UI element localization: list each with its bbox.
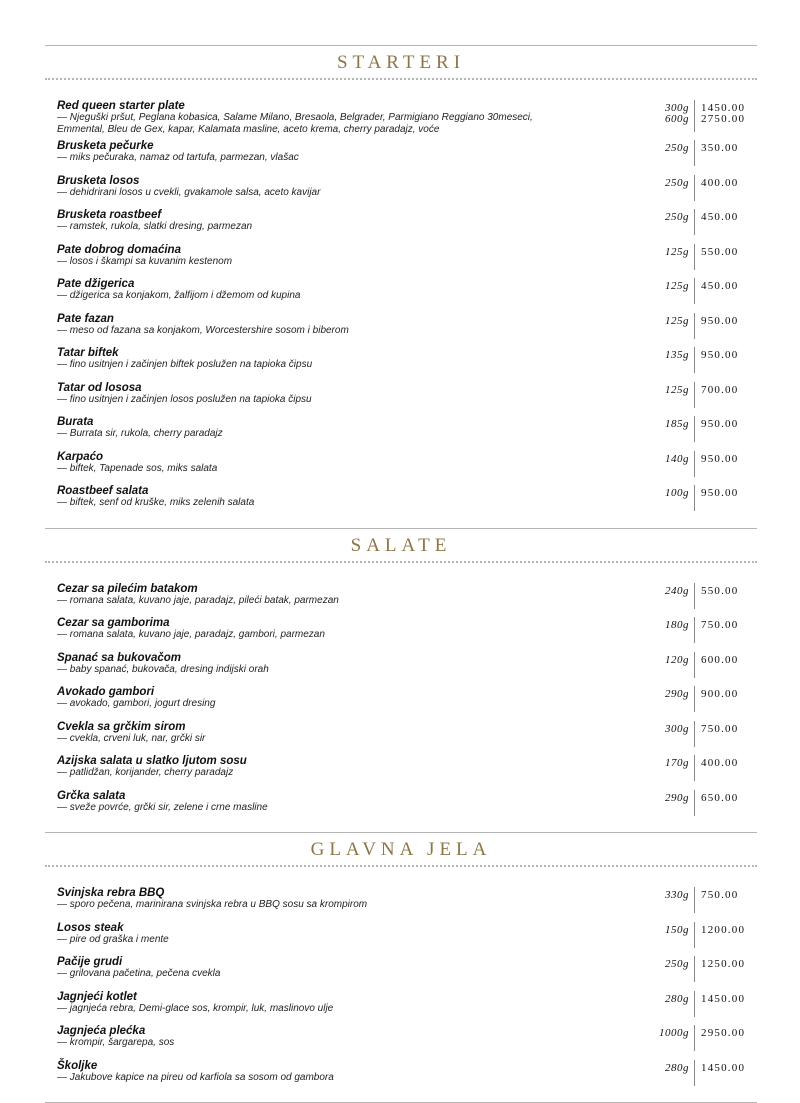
menu-item	[45, 244, 757, 279]
item-price: 1450.00	[701, 1061, 746, 1074]
column-divider	[694, 416, 695, 442]
column-divider	[694, 175, 695, 201]
item-name: Pate džigerica	[57, 278, 135, 290]
item-name: Pate dobrog domaćina	[57, 243, 181, 256]
item-weight: 1000g	[659, 1027, 689, 1039]
dotted-divider	[45, 561, 757, 563]
item-description: — baby spanać, bukovača, dresing indijski orah	[57, 663, 269, 675]
item-price: 450.00	[701, 280, 739, 292]
column-divider	[694, 790, 695, 816]
item-name: Roastbeef salata	[57, 485, 149, 497]
item-name: Spanać sa bukovačom	[57, 651, 181, 664]
menu-item	[45, 1060, 757, 1095]
item-name: Pačije grudi	[57, 956, 123, 968]
menu-item	[45, 140, 757, 175]
menu-item	[45, 209, 757, 244]
item-price: 1250.00	[701, 958, 746, 970]
column-divider	[694, 887, 695, 913]
item-weight: 180g	[665, 619, 689, 631]
menu-section-glavna-jela	[45, 832, 757, 1102]
item-name: Grčka salata	[57, 789, 126, 802]
item-weight: 290g	[665, 791, 689, 804]
item-weight: 290g	[665, 688, 689, 700]
column-divider	[694, 244, 695, 270]
item-description: — cvekla, crveni luk, nar, grčki sir	[57, 732, 206, 744]
menu-item	[45, 416, 757, 451]
item-description: — ramstek, rukola, slatki dresing, parmezan	[57, 221, 253, 232]
item-weight: 280g	[665, 992, 689, 1005]
item-description: — patlidžan, korijander, cherry paradajz	[57, 767, 234, 778]
item-weight: 185g	[665, 418, 689, 430]
item-weight: 100g	[665, 487, 689, 499]
item-price: 1450.00	[701, 992, 746, 1005]
column-divider	[694, 1060, 695, 1086]
menu-item	[45, 347, 757, 382]
item-price: 450.00	[701, 211, 739, 223]
menu-item	[45, 956, 757, 991]
item-weight: 330g	[665, 889, 689, 901]
column-divider	[694, 382, 695, 408]
menu-item	[45, 1025, 757, 1060]
item-price: 400.00	[701, 176, 739, 189]
item-weight: 125g	[665, 314, 689, 327]
section-title: STARTERI	[336, 52, 466, 73]
item-price: 950.00	[701, 418, 739, 430]
item-weight: 170g	[665, 757, 689, 769]
item-name: Svinjska rebra BBQ	[57, 887, 165, 899]
item-price: 350.00	[701, 142, 739, 154]
item-description: — losos i škampi sa kuvanim kestenom	[57, 255, 233, 267]
menu-item	[45, 617, 757, 652]
item-weight: 240g	[665, 584, 689, 597]
item-weight: 125g	[665, 280, 689, 292]
item-price: 1450.00 2750.00	[701, 102, 746, 125]
menu-item	[45, 313, 757, 348]
item-weight: 300g	[665, 722, 689, 735]
menu-item	[45, 790, 757, 825]
item-price: 950.00	[701, 452, 739, 465]
item-weight: 250g	[665, 142, 689, 154]
dotted-divider	[45, 865, 757, 867]
item-description: — jagnjeća rebra, Demi-glace sos, krompir, luk, maslinovo ulje	[57, 1002, 334, 1014]
item-price: 400.00	[701, 757, 739, 769]
section-spacer	[45, 1094, 757, 1102]
section-spacer	[45, 520, 757, 528]
item-name: Cezar sa gamborima	[57, 617, 170, 629]
item-description: — biftek, senf od kruške, miks zelenih salata	[57, 497, 255, 508]
item-name: Azijska salata u slatko ljutom sosu	[57, 755, 247, 767]
menu-item	[45, 382, 757, 417]
item-description: — meso od fazana sa konjakom, Worcestershire sosom i biberom	[57, 324, 349, 336]
column-divider	[694, 347, 695, 373]
item-description: — džigerica sa konjakom, žalfijom i džemom od kupina	[57, 290, 301, 301]
column-divider	[694, 140, 695, 166]
item-name: Burata	[57, 416, 94, 428]
column-divider	[694, 100, 695, 132]
section-title: GLAVNA JELA	[310, 839, 492, 860]
menu-item	[45, 278, 757, 313]
item-weight: 120g	[665, 653, 689, 666]
item-price: 2950.00	[701, 1027, 746, 1039]
item-weight: 280g	[665, 1061, 689, 1074]
item-name: Tatar od lososa	[57, 381, 142, 394]
item-weight: 250g	[665, 176, 689, 189]
item-name: Brusketa roastbeef	[57, 209, 162, 221]
item-weight: 125g	[665, 245, 689, 258]
menu-item	[45, 451, 757, 486]
item-price: 650.00	[701, 791, 739, 804]
item-weight: 300g 600g	[665, 102, 689, 125]
column-divider	[694, 451, 695, 477]
column-divider	[694, 313, 695, 339]
column-divider	[694, 278, 695, 304]
menu-item	[45, 100, 757, 140]
item-description: — fino usitnjen i začinjen losos poslužen na tapioka čipsu	[57, 393, 312, 405]
menu-item	[45, 887, 757, 922]
item-price: 900.00	[701, 688, 739, 700]
item-weight: 140g	[665, 452, 689, 465]
item-name: Losos steak	[57, 921, 124, 934]
menu-item	[45, 991, 757, 1026]
item-weight: 135g	[665, 349, 689, 361]
item-name: Cezar sa pilećim batakom	[57, 582, 198, 595]
item-description: — krompir, šargarepa, sos	[57, 1037, 175, 1048]
item-description: — biftek, Tapenade sos, miks salata	[57, 462, 218, 474]
item-price: 950.00	[701, 487, 739, 499]
item-price: 750.00	[701, 619, 739, 631]
item-description: — Jakubove kapice na pireu od karfiola sa sosom od gambora	[57, 1071, 334, 1083]
menu-item	[45, 175, 757, 210]
item-description: — dehidrirani losos u cvekli, gvakamole salsa, aceto kavijar	[57, 186, 321, 198]
dotted-divider	[45, 78, 757, 80]
item-price: 950.00	[701, 314, 739, 327]
menu-item	[45, 686, 757, 721]
item-description: — romana salata, kuvano jaje, paradajz, pileći batak, parmezan	[57, 594, 339, 606]
item-price: 600.00	[701, 653, 739, 666]
item-price: 550.00	[701, 245, 739, 258]
menu-item	[45, 755, 757, 790]
item-price: 950.00	[701, 349, 739, 361]
menu-item	[45, 583, 757, 618]
column-divider	[694, 583, 695, 609]
column-divider	[694, 686, 695, 712]
section-header	[45, 832, 757, 887]
menu-item	[45, 485, 757, 520]
item-name: Jagnjeći kotlet	[57, 990, 137, 1003]
section-spacer	[45, 824, 757, 832]
menu-page	[45, 45, 757, 1103]
column-divider	[694, 209, 695, 235]
menu-item	[45, 721, 757, 756]
item-description: — Njeguški pršut, Peglana kobasica, Salame Milano, Bresaola, Belgrader, Parmigiano Reggiano 30meseci, Emmental, Bleu de Gex, kapar, Kalamata masline, aceto krema, cherry paradajz, voće	[57, 112, 533, 135]
item-name: Jagnjeća plećka	[57, 1025, 146, 1037]
item-name: Red queen starter plate	[57, 100, 185, 112]
item-name: Karpaćo	[57, 450, 104, 463]
item-description: — avokado, gambori, jogurt dresing	[57, 698, 216, 709]
item-description: — romana salata, kuvano jaje, paradajz, gambori, parmezan	[57, 629, 325, 640]
item-description: — Burrata sir, rukola, cherry paradajz	[57, 428, 223, 439]
item-weight: 150g	[665, 923, 689, 936]
item-name: Cvekla sa grčkim sirom	[57, 720, 186, 733]
item-name: Brusketa losos	[57, 174, 140, 187]
item-price: 700.00	[701, 383, 739, 396]
item-description: — grilovana pačetina, pečena cvekla	[57, 968, 221, 979]
column-divider	[694, 1025, 695, 1051]
menu-item	[45, 922, 757, 957]
column-divider	[694, 991, 695, 1017]
item-description: — sporo pečena, marinirana svinjska rebra u BBQ sosu sa krompirom	[57, 899, 368, 910]
menu-section-starteri	[45, 45, 757, 528]
item-name: Tatar biftek	[57, 347, 119, 359]
column-divider	[694, 755, 695, 781]
item-name: Pate fazan	[57, 312, 114, 325]
item-price: 550.00	[701, 584, 739, 597]
item-price: 750.00	[701, 889, 739, 901]
item-weight: 250g	[665, 211, 689, 223]
column-divider	[694, 721, 695, 747]
section-header	[45, 528, 757, 583]
item-weight: 250g	[665, 958, 689, 970]
column-divider	[694, 652, 695, 678]
item-description: — sveže povrće, grčki sir, zelene i crne masline	[57, 801, 268, 813]
column-divider	[694, 956, 695, 982]
item-price: 750.00	[701, 722, 739, 735]
menu-item	[45, 652, 757, 687]
item-name: Školjke	[57, 1059, 98, 1072]
item-description: — pire od graška i mente	[57, 933, 169, 945]
item-description: — fino usitnjen i začinjen biftek poslužen na tapioka čipsu	[57, 359, 313, 370]
section-header	[45, 45, 757, 100]
section-title: SALATE	[350, 534, 452, 556]
item-description: — miks pečuraka, namaz od tartufa, parmezan, vlašac	[57, 152, 299, 163]
item-price: 1200.00	[701, 923, 746, 936]
menu-section-salate	[45, 528, 757, 833]
column-divider	[694, 617, 695, 643]
item-weight: 125g	[665, 383, 689, 396]
column-divider	[694, 485, 695, 511]
item-name: Brusketa pečurke	[57, 140, 154, 152]
item-name: Avokado gambori	[57, 686, 155, 698]
column-divider	[694, 922, 695, 948]
